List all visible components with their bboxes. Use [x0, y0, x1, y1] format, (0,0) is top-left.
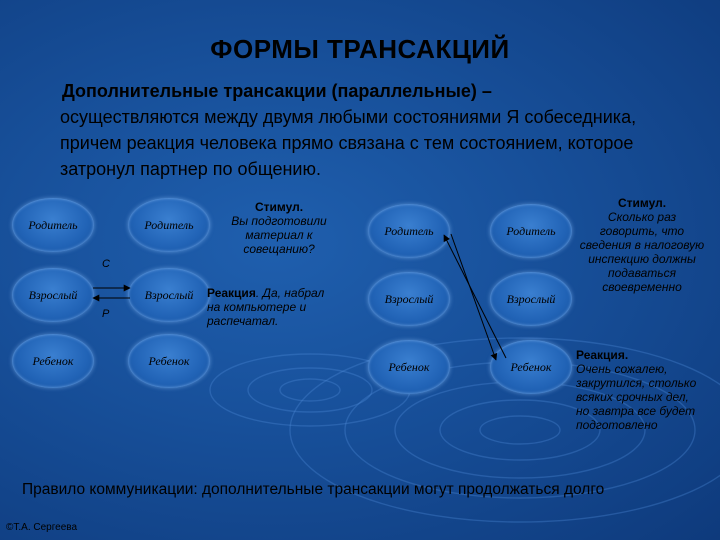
left-person2-child: Ребенок: [128, 334, 210, 388]
left-person1-adult: Взрослый: [12, 268, 94, 322]
label-p: Р: [102, 308, 110, 320]
right-stimulus-text: Сколько раз говорить, что сведения в налоговую инспекцию должны подаваться своевременно: [579, 210, 705, 294]
intro-lead: Дополнительные трансакции (параллельные) –: [62, 81, 492, 101]
right-reaction-text: Очень сожалею, закрутился, столько всяких срочных дел, но завтра все будет подготовлено: [576, 362, 697, 432]
right-reaction-arrow: [444, 235, 506, 358]
left-person1-child: Ребенок: [12, 334, 94, 388]
right-reaction-head: Реакция.: [576, 348, 629, 362]
right-person2-child: Ребенок: [490, 340, 572, 394]
intro-body: осуществляются между двумя любыми состояниями Я собеседника, причем реакция человека прямо связана с тем состоянием, которое затронул партнер по общению.: [60, 107, 637, 179]
left-stimulus-head: Стимул.: [254, 200, 304, 214]
slide-title: ФОРМЫ ТРАНСАКЦИЙ: [210, 34, 510, 64]
right-person1-parent: Родитель: [368, 204, 450, 258]
right-person2-adult: Взрослый: [490, 272, 572, 326]
copyright: ©Т.А. Сергеева: [6, 522, 78, 533]
communication-rule: Правило коммуникации: дополнительные трансакции могут продолжаться долго: [22, 481, 605, 498]
left-stimulus-text: Вы подготовили материал к совещанию?: [231, 214, 327, 256]
right-stimulus-arrow: [451, 234, 496, 360]
label-c: С: [102, 258, 110, 270]
right-person1-adult: Взрослый: [368, 272, 450, 326]
left-reaction-text: . Да, набрал на компьютере и распечатал.: [207, 286, 325, 328]
left-person2-parent: Родитель: [128, 198, 210, 252]
right-person1-child: Ребенок: [368, 340, 450, 394]
left-reaction-head: Реакция: [207, 286, 256, 300]
right-stimulus-head: Стимул.: [617, 196, 667, 210]
left-person1-parent: Родитель: [12, 198, 94, 252]
right-person2-parent: Родитель: [490, 204, 572, 258]
left-person2-adult: Взрослый: [128, 268, 210, 322]
